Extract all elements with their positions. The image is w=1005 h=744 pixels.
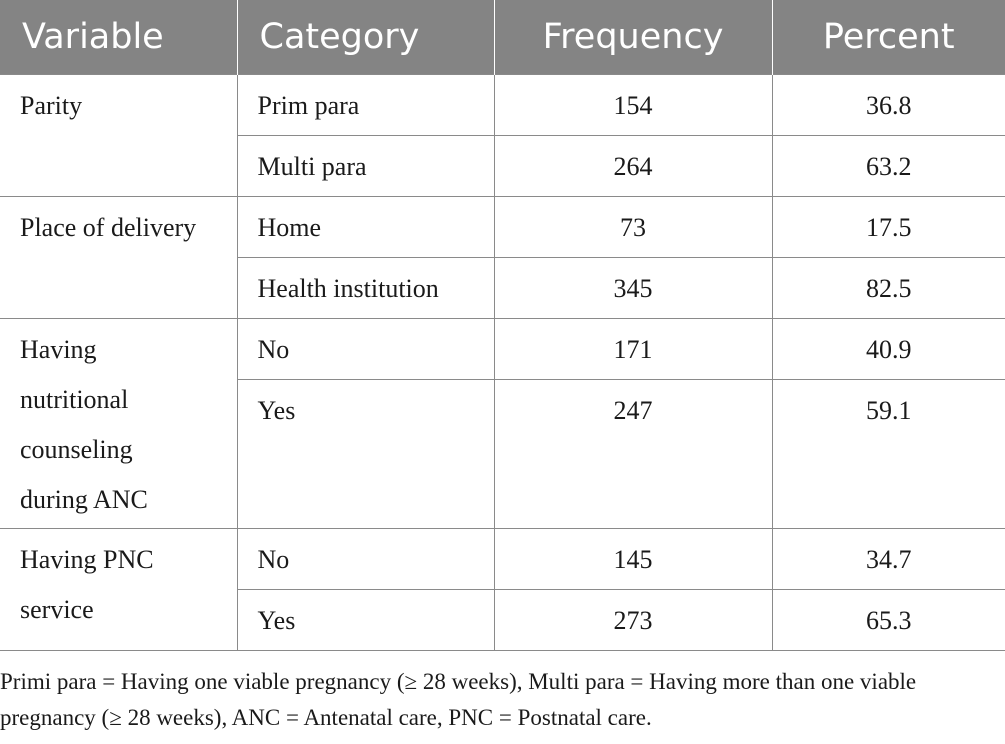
table-row (0, 74, 1005, 135)
percent-cell: 34.7 (772, 528, 1005, 589)
category-cell: No (237, 318, 494, 379)
category-cell: Health institution (237, 257, 494, 318)
category-cell: No (237, 528, 494, 589)
frequency-cell: 345 (494, 257, 772, 318)
variable-cell: Having nutritional counseling during ANC (0, 318, 237, 528)
table-footnote: Primi para = Having one viable pregnancy (≥ 28 weeks), Multi para = Having more than one viable pregnancy (≥ 28 weeks), ANC = Antenatal care, PNC = Postnatal care. (0, 669, 917, 730)
percent-cell: 63.2 (772, 135, 1005, 196)
percent-cell: 36.8 (772, 74, 1005, 135)
table-row (0, 528, 1005, 589)
frequency-cell: 264 (494, 135, 772, 196)
variable-cell: Having PNC service (0, 528, 237, 650)
table-row (0, 318, 1005, 379)
frequency-cell: 273 (494, 589, 772, 650)
frequency-cell: 154 (494, 74, 772, 135)
frequency-cell: 171 (494, 318, 772, 379)
header-percent: Percent (772, 0, 1005, 74)
category-cell: Home (237, 196, 494, 257)
frequency-cell: 145 (494, 528, 772, 589)
variable-cell: Place of delivery (0, 196, 237, 318)
header-category: Category (237, 0, 494, 74)
percent-cell: 59.1 (772, 379, 1005, 528)
header-variable: Variable (0, 0, 237, 74)
variable-cell: Parity (0, 74, 237, 196)
percent-cell: 17.5 (772, 196, 1005, 257)
percent-cell: 65.3 (772, 589, 1005, 650)
header-frequency: Frequency (494, 0, 772, 74)
table-row (0, 196, 1005, 257)
percent-cell: 40.9 (772, 318, 1005, 379)
frequency-cell: 247 (494, 379, 772, 528)
frequency-cell: 73 (494, 196, 772, 257)
category-cell: Multi para (237, 135, 494, 196)
category-cell: Yes (237, 589, 494, 650)
header-row (0, 0, 1005, 74)
percent-cell: 82.5 (772, 257, 1005, 318)
category-cell: Yes (237, 379, 494, 528)
category-cell: Prim para (237, 74, 494, 135)
